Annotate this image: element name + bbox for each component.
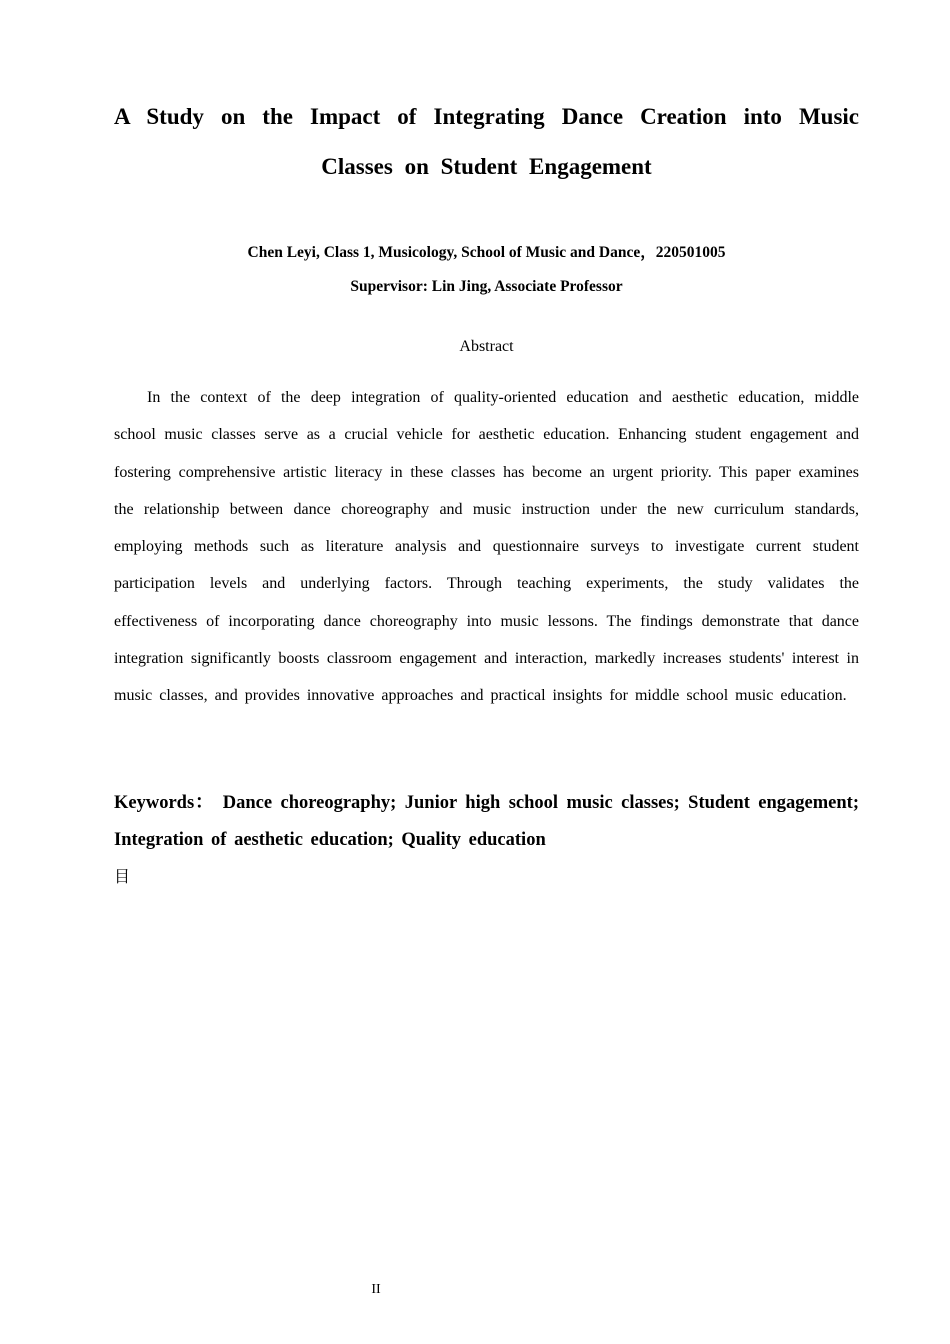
keywords-text: Dance choreography; Junior high school music classes; Student engagement; Integration of aesthetic education; Quality education [114,793,859,850]
paper-title-line-1: A Study on the Impact of Integrating Dance Creation into Music [114,104,859,129]
abstract-heading: Abstract [459,338,514,355]
abstract-body: In the context of the deep integration of quality-oriented education and aesthetic education, middle school music classes serve as a crucial vehicle for aesthetic education. Enhancing student engagement and fostering comprehensive artistic literacy in these classes has become an urgent priority. This paper examines the relationship between dance choreography and music instruction under the new curriculum standards, employing methods such as literature analysis and questionnaire surveys to investigate current student participation levels and underlying factors. Through teaching experiments, the study validates the effectiveness of incorporating dance choreography into music lessons. The findings demonstrate that dance integration significantly boosts classroom engagement and interaction, markedly increases students' interest in music classes, and provides innovative approaches and practical insights for middle school music education. [114,389,859,705]
page-number: II [371,1282,381,1297]
keywords-paragraph [114,785,859,859]
keywords-label: Keywords： [114,793,215,813]
paper-title [114,92,859,192]
author-line: Chen Leyi, Class 1, Musicology, School of Music and Dance，220501005 [247,244,726,261]
paper-title-line-2: Classes on Student Engagement [321,154,652,179]
toc-fragment: 目 [114,869,131,886]
supervisor-line: Supervisor: Lin Jing, Associate Professor [350,278,623,295]
